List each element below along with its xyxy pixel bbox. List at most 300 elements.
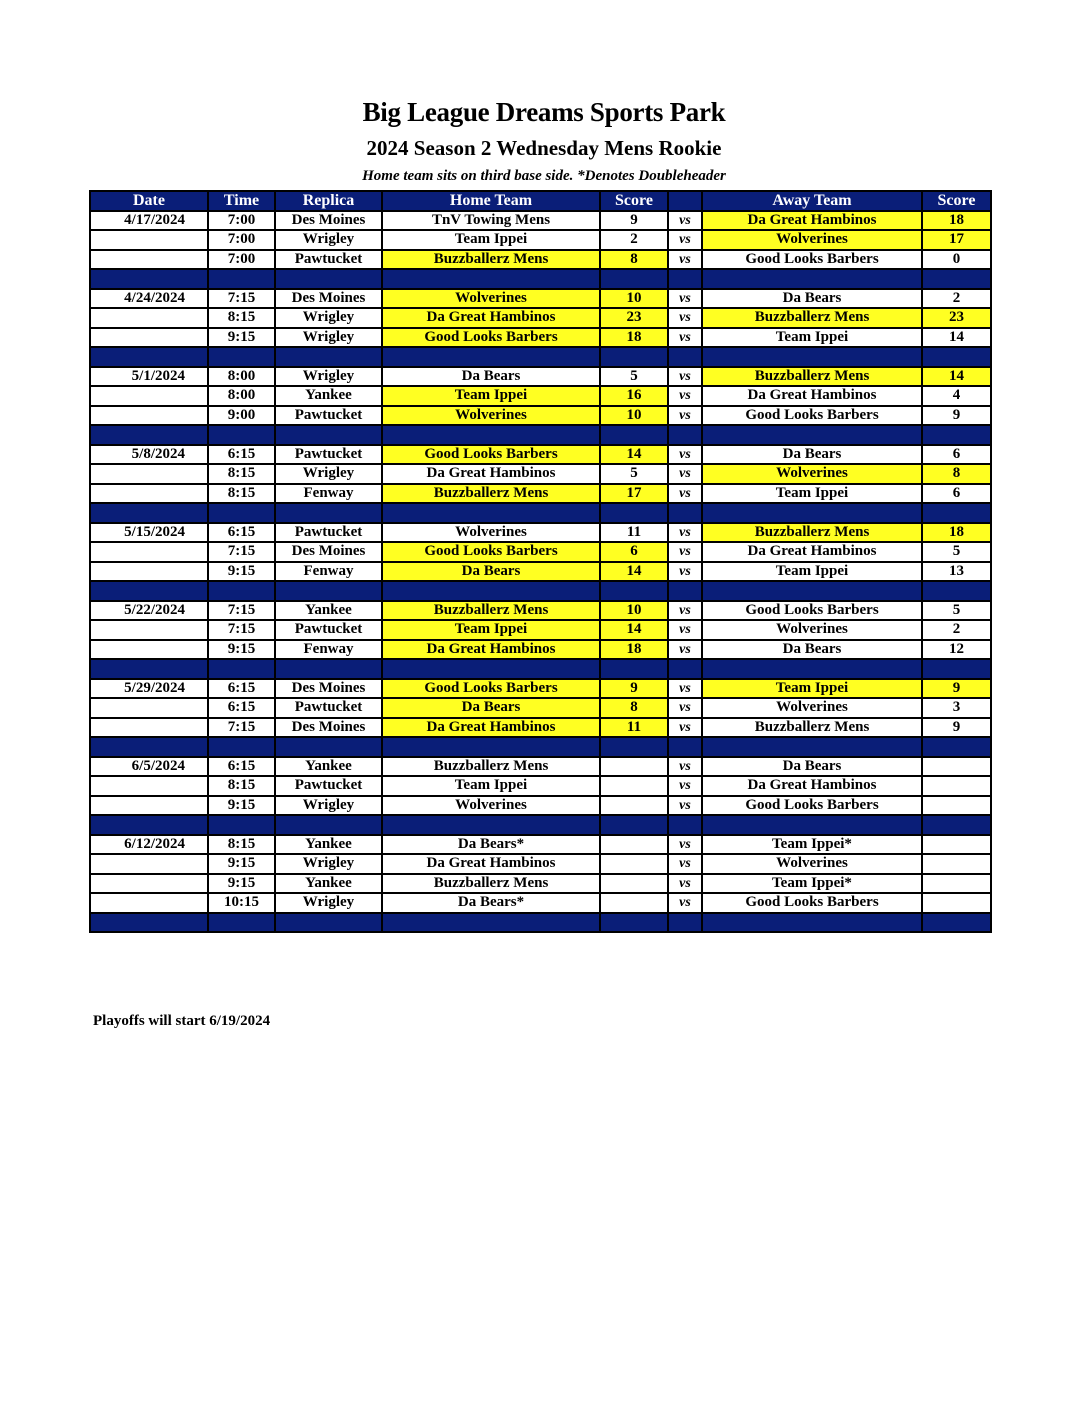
separator-cell	[382, 581, 600, 601]
cell-date	[90, 328, 208, 348]
separator-cell	[922, 503, 991, 523]
cell-time: 8:15	[208, 835, 275, 855]
cell-time: 6:15	[208, 445, 275, 465]
cell-replica: Fenway	[275, 484, 382, 504]
table-row	[90, 640, 991, 660]
cell-home-score: 5	[600, 367, 668, 387]
separator-cell	[668, 737, 702, 757]
cell-time: 7:15	[208, 620, 275, 640]
cell-time: 7:15	[208, 542, 275, 562]
cell-away-score: 5	[922, 601, 991, 621]
week-separator-row	[90, 347, 991, 367]
cell-vs: vs	[668, 893, 702, 913]
cell-home-score: 14	[600, 620, 668, 640]
cell-date	[90, 854, 208, 874]
cell-vs: vs	[668, 542, 702, 562]
col-header-time: Time	[208, 191, 275, 211]
cell-home-score: 11	[600, 523, 668, 543]
table-row	[90, 523, 991, 543]
cell-vs: vs	[668, 718, 702, 738]
separator-cell	[382, 269, 600, 289]
separator-cell	[600, 913, 668, 933]
table-header-row	[90, 191, 991, 211]
cell-date: 6/5/2024	[90, 757, 208, 777]
cell-home-team: Da Great Hambinos	[382, 718, 600, 738]
table-row	[90, 445, 991, 465]
separator-cell	[922, 659, 991, 679]
cell-time: 8:15	[208, 484, 275, 504]
cell-away-score: 18	[922, 211, 991, 231]
playoffs-note: Playoffs will start 6/19/2024	[93, 1013, 271, 1029]
cell-replica: Pawtucket	[275, 445, 382, 465]
separator-cell	[922, 815, 991, 835]
cell-time: 9:15	[208, 640, 275, 660]
cell-home-team: TnV Towing Mens	[382, 211, 600, 231]
cell-away-team: Buzzballerz Mens	[702, 718, 922, 738]
cell-away-score: 3	[922, 698, 991, 718]
cell-vs: vs	[668, 776, 702, 796]
separator-cell	[382, 815, 600, 835]
table-row	[90, 835, 991, 855]
cell-away-team: Wolverines	[702, 620, 922, 640]
cell-away-team: Good Looks Barbers	[702, 796, 922, 816]
cell-away-score	[922, 835, 991, 855]
separator-cell	[275, 737, 382, 757]
cell-date: 5/8/2024	[90, 445, 208, 465]
separator-cell	[702, 581, 922, 601]
separator-cell	[922, 737, 991, 757]
cell-vs: vs	[668, 250, 702, 270]
table-row	[90, 679, 991, 699]
table-row	[90, 601, 991, 621]
cell-replica: Fenway	[275, 562, 382, 582]
cell-vs: vs	[668, 289, 702, 309]
separator-cell	[382, 425, 600, 445]
table-row	[90, 854, 991, 874]
cell-vs: vs	[668, 308, 702, 328]
cell-away-team: Good Looks Barbers	[702, 250, 922, 270]
cell-replica: Fenway	[275, 640, 382, 660]
cell-home-score	[600, 835, 668, 855]
week-separator-row	[90, 503, 991, 523]
table-row	[90, 308, 991, 328]
cell-home-score: 10	[600, 406, 668, 426]
cell-away-team: Good Looks Barbers	[702, 601, 922, 621]
separator-cell	[208, 503, 275, 523]
cell-away-team: Team Ippei	[702, 484, 922, 504]
cell-replica: Wrigley	[275, 796, 382, 816]
cell-home-team: Team Ippei	[382, 230, 600, 250]
cell-home-team: Wolverines	[382, 796, 600, 816]
cell-away-score	[922, 854, 991, 874]
separator-cell	[702, 503, 922, 523]
cell-vs: vs	[668, 367, 702, 387]
cell-away-team: Wolverines	[702, 854, 922, 874]
cell-home-score: 11	[600, 718, 668, 738]
separator-cell	[275, 815, 382, 835]
cell-vs: vs	[668, 835, 702, 855]
cell-away-team: Da Great Hambinos	[702, 542, 922, 562]
cell-away-score: 14	[922, 367, 991, 387]
cell-home-team: Buzzballerz Mens	[382, 874, 600, 894]
cell-away-score: 14	[922, 328, 991, 348]
cell-away-team: Da Great Hambinos	[702, 776, 922, 796]
separator-cell	[382, 347, 600, 367]
table-row	[90, 796, 991, 816]
cell-home-team: Da Bears*	[382, 835, 600, 855]
cell-away-team: Team Ippei	[702, 679, 922, 699]
cell-away-team: Da Bears	[702, 289, 922, 309]
separator-cell	[702, 347, 922, 367]
separator-cell	[208, 737, 275, 757]
table-row	[90, 328, 991, 348]
cell-date: 5/22/2024	[90, 601, 208, 621]
separator-cell	[90, 581, 208, 601]
cell-vs: vs	[668, 854, 702, 874]
cell-replica: Wrigley	[275, 893, 382, 913]
cell-date: 5/29/2024	[90, 679, 208, 699]
cell-away-team: Wolverines	[702, 230, 922, 250]
week-separator-row	[90, 815, 991, 835]
separator-cell	[668, 503, 702, 523]
separator-cell	[208, 581, 275, 601]
page-subtitle: 2024 Season 2 Wednesday Mens Rookie	[366, 136, 722, 160]
separator-cell	[90, 347, 208, 367]
cell-date	[90, 250, 208, 270]
col-header-away-score: Score	[922, 191, 991, 211]
cell-away-score: 12	[922, 640, 991, 660]
cell-home-score	[600, 776, 668, 796]
separator-cell	[382, 659, 600, 679]
cell-vs: vs	[668, 874, 702, 894]
cell-away-score	[922, 757, 991, 777]
separator-cell	[600, 503, 668, 523]
separator-cell	[600, 581, 668, 601]
cell-home-team: Da Great Hambinos	[382, 464, 600, 484]
cell-home-team: Wolverines	[382, 523, 600, 543]
separator-cell	[382, 737, 600, 757]
separator-cell	[668, 581, 702, 601]
week-separator-row	[90, 269, 991, 289]
cell-home-score: 10	[600, 289, 668, 309]
cell-time: 7:15	[208, 289, 275, 309]
cell-home-score: 16	[600, 386, 668, 406]
col-header-home-team: Home Team	[382, 191, 600, 211]
cell-away-score: 6	[922, 445, 991, 465]
separator-cell	[208, 815, 275, 835]
cell-time: 8:00	[208, 386, 275, 406]
cell-date	[90, 874, 208, 894]
cell-away-score: 8	[922, 464, 991, 484]
cell-home-team: Da Great Hambinos	[382, 640, 600, 660]
table-row	[90, 386, 991, 406]
cell-home-team: Team Ippei	[382, 776, 600, 796]
separator-cell	[922, 913, 991, 933]
cell-away-score: 23	[922, 308, 991, 328]
cell-vs: vs	[668, 464, 702, 484]
table-row	[90, 250, 991, 270]
schedule-table	[89, 190, 992, 933]
cell-home-score: 9	[600, 679, 668, 699]
cell-replica: Yankee	[275, 835, 382, 855]
cell-vs: vs	[668, 796, 702, 816]
separator-cell	[600, 347, 668, 367]
cell-away-score: 13	[922, 562, 991, 582]
cell-date: 5/1/2024	[90, 367, 208, 387]
cell-home-team: Team Ippei	[382, 386, 600, 406]
separator-cell	[208, 269, 275, 289]
cell-time: 9:15	[208, 796, 275, 816]
cell-home-team: Good Looks Barbers	[382, 328, 600, 348]
cell-vs: vs	[668, 601, 702, 621]
cell-away-team: Da Bears	[702, 445, 922, 465]
cell-replica: Yankee	[275, 874, 382, 894]
cell-vs: vs	[668, 757, 702, 777]
cell-away-score	[922, 796, 991, 816]
cell-home-team: Da Bears	[382, 562, 600, 582]
col-header-replica: Replica	[275, 191, 382, 211]
cell-vs: vs	[668, 484, 702, 504]
cell-away-team: Da Great Hambinos	[702, 211, 922, 231]
separator-cell	[600, 269, 668, 289]
cell-home-score: 10	[600, 601, 668, 621]
separator-cell	[275, 425, 382, 445]
cell-date	[90, 796, 208, 816]
cell-away-score: 2	[922, 620, 991, 640]
cell-vs: vs	[668, 211, 702, 231]
cell-away-team: Team Ippei*	[702, 874, 922, 894]
cell-time: 10:15	[208, 893, 275, 913]
cell-home-team: Buzzballerz Mens	[382, 757, 600, 777]
schedule-note: Home team sits on third base side. *Denotes Doubleheader	[362, 168, 726, 184]
cell-time: 9:00	[208, 406, 275, 426]
cell-vs: vs	[668, 386, 702, 406]
cell-date: 4/24/2024	[90, 289, 208, 309]
cell-home-team: Da Great Hambinos	[382, 854, 600, 874]
cell-time: 7:15	[208, 601, 275, 621]
cell-home-team: Buzzballerz Mens	[382, 484, 600, 504]
separator-cell	[382, 503, 600, 523]
cell-replica: Pawtucket	[275, 698, 382, 718]
cell-date	[90, 464, 208, 484]
separator-cell	[668, 347, 702, 367]
cell-time: 6:15	[208, 757, 275, 777]
cell-away-team: Buzzballerz Mens	[702, 523, 922, 543]
cell-time: 6:15	[208, 523, 275, 543]
cell-home-score: 18	[600, 640, 668, 660]
separator-cell	[275, 581, 382, 601]
cell-date: 4/17/2024	[90, 211, 208, 231]
separator-cell	[275, 347, 382, 367]
cell-home-team: Da Bears*	[382, 893, 600, 913]
cell-away-score: 9	[922, 406, 991, 426]
cell-home-team: Good Looks Barbers	[382, 445, 600, 465]
cell-home-team: Buzzballerz Mens	[382, 250, 600, 270]
cell-home-team: Buzzballerz Mens	[382, 601, 600, 621]
cell-away-score: 17	[922, 230, 991, 250]
table-row	[90, 698, 991, 718]
cell-home-score: 14	[600, 445, 668, 465]
separator-cell	[668, 269, 702, 289]
cell-date	[90, 562, 208, 582]
cell-time: 9:15	[208, 874, 275, 894]
cell-home-score: 9	[600, 211, 668, 231]
cell-away-team: Team Ippei*	[702, 835, 922, 855]
cell-home-score	[600, 757, 668, 777]
cell-replica: Pawtucket	[275, 776, 382, 796]
cell-home-score	[600, 854, 668, 874]
cell-replica: Wrigley	[275, 854, 382, 874]
cell-away-score	[922, 776, 991, 796]
cell-away-score: 4	[922, 386, 991, 406]
separator-cell	[275, 913, 382, 933]
table-row	[90, 289, 991, 309]
separator-cell	[90, 737, 208, 757]
cell-date	[90, 776, 208, 796]
cell-away-score: 0	[922, 250, 991, 270]
cell-away-team: Da Bears	[702, 640, 922, 660]
cell-vs: vs	[668, 620, 702, 640]
cell-away-score	[922, 874, 991, 894]
cell-replica: Pawtucket	[275, 406, 382, 426]
separator-cell	[922, 581, 991, 601]
cell-away-score: 5	[922, 542, 991, 562]
cell-away-score: 6	[922, 484, 991, 504]
separator-cell	[208, 347, 275, 367]
cell-home-team: Da Great Hambinos	[382, 308, 600, 328]
cell-replica: Des Moines	[275, 211, 382, 231]
cell-away-team: Da Bears	[702, 757, 922, 777]
cell-date	[90, 230, 208, 250]
cell-replica: Yankee	[275, 386, 382, 406]
cell-replica: Wrigley	[275, 367, 382, 387]
cell-home-score: 6	[600, 542, 668, 562]
separator-cell	[668, 659, 702, 679]
separator-cell	[600, 425, 668, 445]
separator-cell	[275, 503, 382, 523]
cell-date	[90, 893, 208, 913]
cell-vs: vs	[668, 406, 702, 426]
cell-time: 7:00	[208, 250, 275, 270]
separator-cell	[275, 269, 382, 289]
separator-cell	[208, 425, 275, 445]
cell-time: 9:15	[208, 328, 275, 348]
cell-away-team: Da Great Hambinos	[702, 386, 922, 406]
cell-home-team: Da Bears	[382, 367, 600, 387]
cell-home-team: Wolverines	[382, 289, 600, 309]
cell-time: 6:15	[208, 698, 275, 718]
separator-cell	[90, 913, 208, 933]
cell-home-score: 18	[600, 328, 668, 348]
week-separator-row	[90, 913, 991, 933]
cell-vs: vs	[668, 640, 702, 660]
table-row	[90, 620, 991, 640]
cell-home-team: Good Looks Barbers	[382, 542, 600, 562]
week-separator-row	[90, 425, 991, 445]
cell-vs: vs	[668, 523, 702, 543]
separator-cell	[600, 659, 668, 679]
table-row	[90, 718, 991, 738]
cell-replica: Pawtucket	[275, 523, 382, 543]
col-header-date: Date	[90, 191, 208, 211]
cell-replica: Des Moines	[275, 542, 382, 562]
cell-vs: vs	[668, 562, 702, 582]
cell-home-score: 8	[600, 698, 668, 718]
separator-cell	[702, 913, 922, 933]
cell-date: 5/15/2024	[90, 523, 208, 543]
separator-cell	[922, 347, 991, 367]
cell-away-team: Team Ippei	[702, 328, 922, 348]
separator-cell	[600, 737, 668, 757]
separator-cell	[922, 269, 991, 289]
cell-replica: Yankee	[275, 601, 382, 621]
cell-date	[90, 620, 208, 640]
table-row	[90, 776, 991, 796]
cell-time: 9:15	[208, 562, 275, 582]
cell-away-team: Buzzballerz Mens	[702, 308, 922, 328]
cell-replica: Wrigley	[275, 308, 382, 328]
cell-away-team: Good Looks Barbers	[702, 893, 922, 913]
separator-cell	[90, 269, 208, 289]
cell-replica: Wrigley	[275, 328, 382, 348]
separator-cell	[702, 815, 922, 835]
cell-replica: Wrigley	[275, 230, 382, 250]
separator-cell	[382, 913, 600, 933]
cell-home-score: 17	[600, 484, 668, 504]
cell-date	[90, 542, 208, 562]
separator-cell	[702, 269, 922, 289]
cell-away-team: Buzzballerz Mens	[702, 367, 922, 387]
separator-cell	[600, 815, 668, 835]
cell-replica: Des Moines	[275, 679, 382, 699]
cell-away-score	[922, 893, 991, 913]
cell-away-score: 2	[922, 289, 991, 309]
week-separator-row	[90, 581, 991, 601]
cell-home-score	[600, 893, 668, 913]
separator-cell	[668, 913, 702, 933]
col-header-away-team: Away Team	[702, 191, 922, 211]
cell-time: 9:15	[208, 854, 275, 874]
cell-date	[90, 718, 208, 738]
cell-away-team: Good Looks Barbers	[702, 406, 922, 426]
cell-time: 7:00	[208, 230, 275, 250]
separator-cell	[90, 503, 208, 523]
cell-vs: vs	[668, 445, 702, 465]
cell-home-score: 23	[600, 308, 668, 328]
separator-cell	[702, 659, 922, 679]
cell-replica: Des Moines	[275, 289, 382, 309]
schedule-body	[90, 211, 991, 933]
cell-date	[90, 386, 208, 406]
cell-away-score: 9	[922, 718, 991, 738]
separator-cell	[702, 425, 922, 445]
table-row	[90, 484, 991, 504]
cell-replica: Pawtucket	[275, 620, 382, 640]
col-header-home-score: Score	[600, 191, 668, 211]
cell-date	[90, 640, 208, 660]
cell-date	[90, 406, 208, 426]
cell-replica: Wrigley	[275, 464, 382, 484]
cell-home-team: Da Bears	[382, 698, 600, 718]
table-row	[90, 211, 991, 231]
cell-time: 8:00	[208, 367, 275, 387]
separator-cell	[702, 737, 922, 757]
cell-vs: vs	[668, 230, 702, 250]
table-row	[90, 406, 991, 426]
cell-home-score: 8	[600, 250, 668, 270]
cell-home-team: Wolverines	[382, 406, 600, 426]
cell-away-team: Wolverines	[702, 464, 922, 484]
